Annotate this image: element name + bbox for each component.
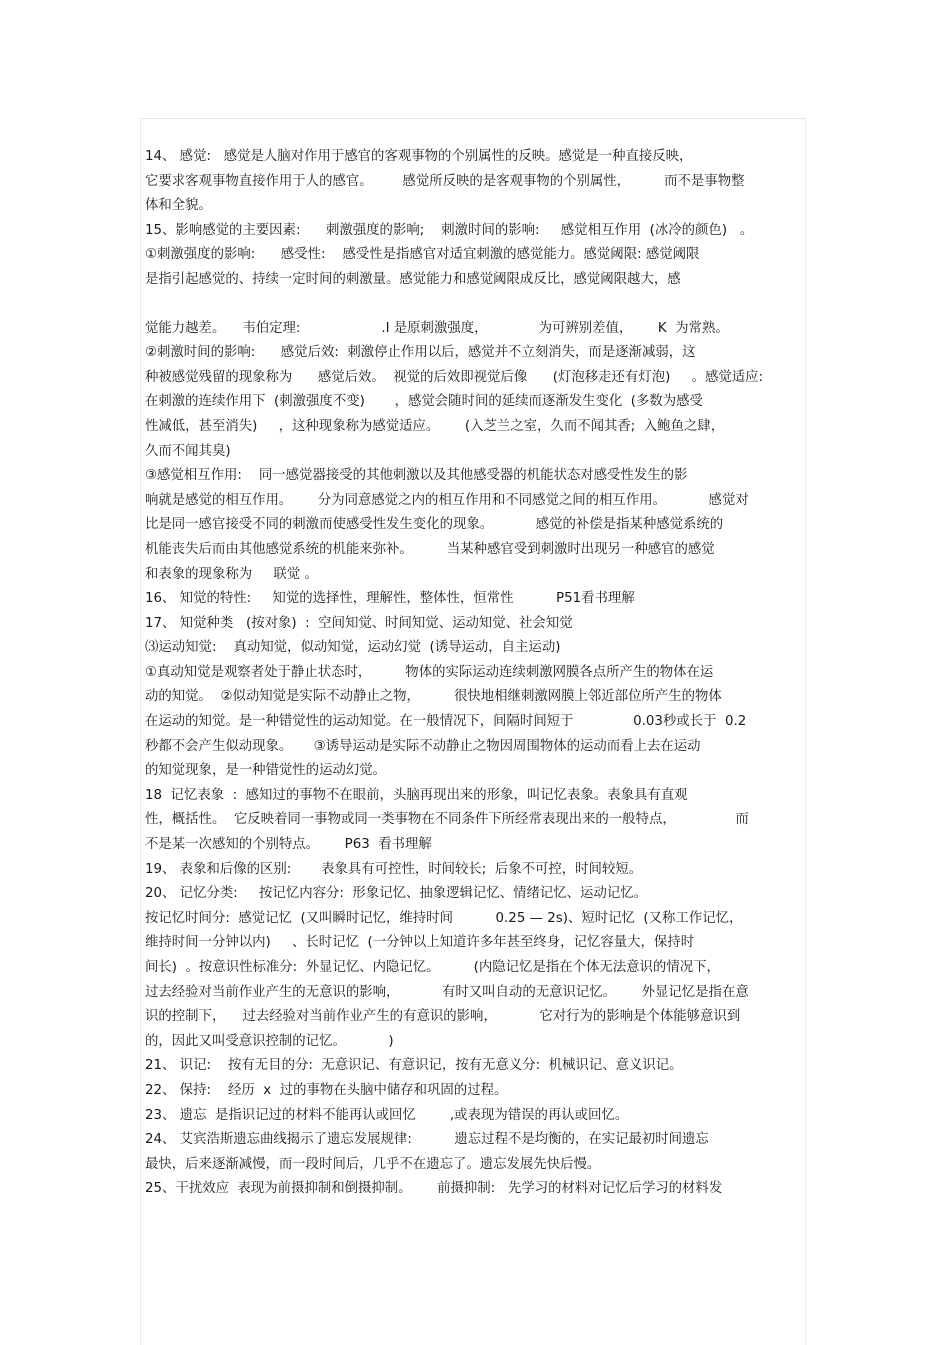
text-line: 响就是感觉的相互作用。 分为同意感觉之内的相互作用和不同感觉之间的相互作用。 感觉对: [145, 492, 749, 508]
text-line: 25、干扰效应 表现为前摄抑制和倒摄抑制。 前摄抑制: 先学习的材料对记忆后学习的材料发: [145, 1181, 723, 1197]
text-line: ③感觉相互作用: 同一感觉器接受的其他刺激以及其他感受器的机能状态对感受性发生的影: [145, 468, 688, 484]
text-line: 19、 表象和后像的区别: 表象具有可控性，时间较长; 后象不可控，时间较短。: [145, 861, 643, 877]
paragraph-gap: [145, 293, 810, 317]
text-line: 最快，后来逐渐减慢，而一段时间后，几乎不在遗忘了。遗忘发展先快后慢。: [145, 1156, 601, 1172]
text-line: 比是同一感官接受不同的刺激而使感受性发生变化的现象。 感觉的补偿是指某种感觉系统的: [145, 517, 724, 533]
text-line: ⑶运动知觉: 真动知觉，似动知觉，运动幻觉 (诱导运动，自主运动): [145, 640, 561, 656]
text-line: ②刺激时间的影响: 感觉后效: 刺激停止作用以后，感觉并不立刻消失，而是逐渐减弱，这: [145, 345, 696, 361]
text-line: 间长) 。按意识性标准分: 外显记忆、内隐记忆。 (内隐记忆是指在个体无法意识的情况下，: [145, 960, 720, 975]
document-body: [145, 145, 810, 1202]
text-line: 22、 保持: 经历 x 过的事物在头脑中储存和巩固的过程。: [145, 1082, 508, 1098]
text-block-second: [145, 317, 810, 1202]
text-line: 机能丧失后而由其他感觉系统的机能来弥补。 当某种感官受到刺激时出现另一种感官的感觉: [145, 541, 715, 557]
text-line: 按记忆时间分: 感觉记忆 (又叫瞬时记忆，维持时间 0.25 — 2s)、短时记忆 (又称工作记忆，: [145, 910, 743, 926]
text-line: 的，因此又叫受意识控制的记忆。 ): [145, 1033, 394, 1049]
text-line: 识的控制下， 过去经验对当前作业产生的有意识的影响， 它对行为的影响是个体能够意识到: [145, 1009, 741, 1025]
text-line: ①真动知觉是观察者处于静止状态时， 物体的实际运动连续刺激网膜各点所产生的物体在运: [145, 664, 714, 680]
text-line: 维持时间一分钟以内) 、长时记忆 (一分钟以上知道许多年甚至终身，记忆容量大，保持时: [145, 935, 695, 951]
text-line: 24、 艾宾浩斯遗忘曲线揭示了遗忘发展规律: 遗忘过程不是均衡的，在实记最初时间遗忘: [145, 1132, 709, 1148]
text-line: 过去经验对当前作业产生的无意识的影响， 有时又叫自动的无意识记忆。 外显记忆是指在意: [145, 984, 749, 1000]
text-line: 动的知觉。 ②似动知觉是实际不动静止之物， 很快地相继刺激网膜上邻近部位所产生的物体: [145, 689, 722, 705]
text-block-first: [145, 145, 810, 293]
text-line: 20、 记忆分类: 按记忆内容分: 形象记忆、抽象逻辑记忆、情绪记忆、运动记忆。: [145, 886, 648, 902]
text-line: ①刺激强度的影响: 感受性: 感受性是指感官对适宜刺激的感觉能力。感觉阈限: 感觉阈限: [145, 247, 700, 263]
text-line: 16、 知觉的特性: 知觉的选择性，理解性，整体性，恒常性 P51看书理解: [145, 591, 635, 607]
text-line: 15、影响感觉的主要因素: 刺激强度的影响; 刺激时间的影响: 感觉相互作用 (冰冷的颜色) 。: [145, 222, 754, 238]
text-line: 和表象的现象称为 联觉 。: [145, 566, 318, 582]
text-line: 18 记忆表象 : 感知过的事物不在眼前，头脑再现出来的形象，叫记忆表象。表象具有直观: [145, 787, 688, 803]
text-line: 23、 遗忘 是指识记过的材料不能再认或回忆 ,或表现为错误的再认或回忆。: [145, 1107, 629, 1123]
text-line: 17、 知觉种类 (按对象) : 空间知觉、时间知觉、运动知觉、社会知觉: [145, 615, 573, 631]
text-line: 在刺激的连续作用下 (刺激强度不变) ，感觉会随时间的延续而逐渐发生变化 (多数为感受: [145, 394, 703, 410]
text-line: 性减低，甚至消失) ，这种现象称为感觉适应。 (入芝兰之室，久而不闻其香; 入鲍鱼之肆，: [145, 418, 725, 434]
text-line: 在运动的知觉。是一种错觉性的运动知觉。在一般情况下，间隔时间短于 0.03秒或长于 0.2: [145, 714, 747, 730]
text-line: 种被感觉残留的现象称为 感觉后效。 视觉的后效即视觉后像 (灯泡移走还有灯泡) 。感觉适应:: [145, 369, 764, 385]
text-line: 不是某一次感知的个别特点。 P63 看书理解: [145, 837, 432, 853]
text-line: 体和全貌。: [145, 198, 212, 214]
text-line: 久而不闻其臭): [145, 443, 231, 459]
text-line: 的知觉现象，是一种错觉性的运动幻觉。: [145, 763, 387, 779]
text-line: 14、 感觉: 感觉是人脑对作用于感官的客观事物的个别属性的反映。感觉是一种直接反映，: [145, 149, 693, 164]
text-line: 秒都不会产生似动现象。 ③诱导运动是实际不动静止之物因周围物体的运动而看上去在运动: [145, 738, 701, 754]
text-line: 它要求客观事物直接作用于人的感官。 感觉所反映的是客观事物的个别属性， 而不是事物整: [145, 173, 745, 189]
text-line: 性，概括性。 它反映着同一事物或同一类事物在不同条件下所经常表现出来的一般特点， 而: [145, 812, 749, 828]
text-line: 21、 识记: 按有无目的分: 无意识记、有意识记，按有无意义分: 机械识记、意义识记。: [145, 1058, 683, 1074]
text-line: 是指引起感觉的、持续一定时间的刺激量。感觉能力和感觉阈限成反比，感觉阈限越大，感: [145, 271, 681, 287]
text-line: 觉能力越差。 韦伯定理: .I 是原刺激强度， 为可辨别差值， K 为常熟。: [145, 320, 729, 336]
